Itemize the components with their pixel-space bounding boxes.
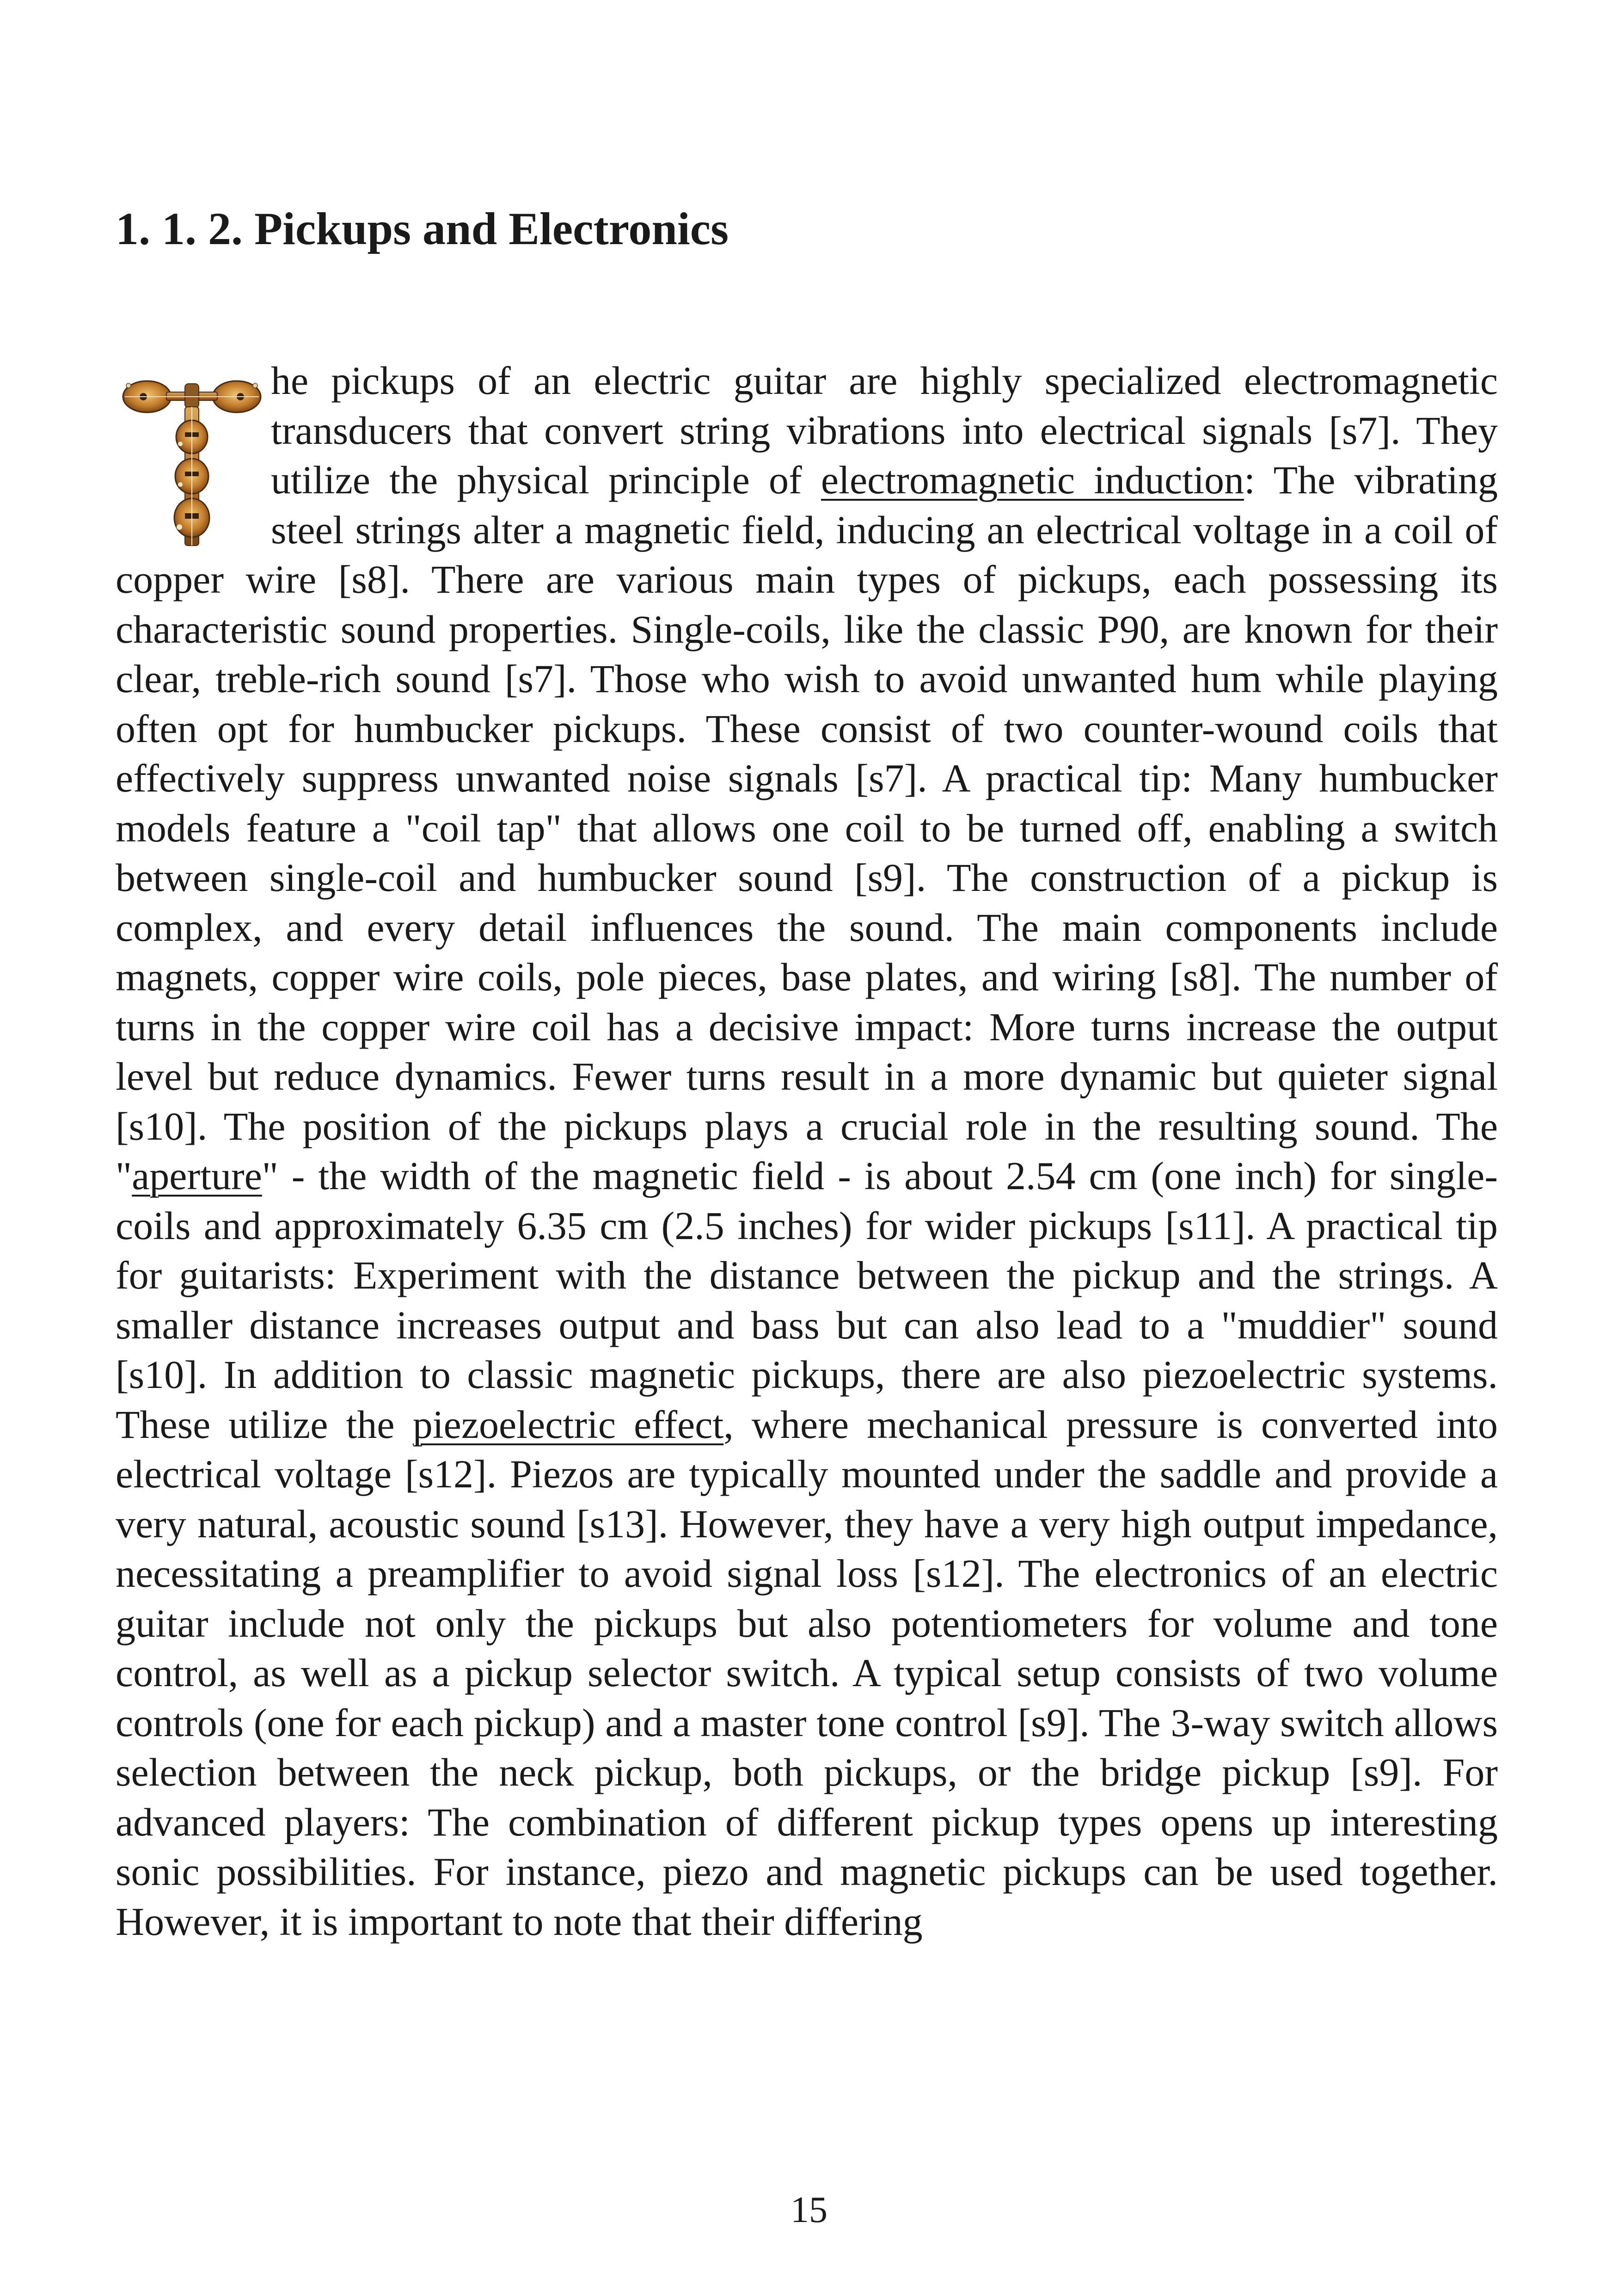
text-run: , where mechanical pressure is converted into electrical voltage [s12]. Piezos are typically mounted under the saddle and provide a very natural, acoustic sound [s13]. However, they have a very high output impedance, necessitating a preamplifier to avoid signal loss [s12]. The electronics of an electric guitar include not only the pickups but also potentiometers for volume and tone control, as well as a pickup selector switch. A typical setup consists of two volume controls (one for each pickup) and a master tone control [s9]. The 3-way switch allows selection between the neck pickup, both pickups, or the bridge pickup [s9]. For advanced players: The combination of different pickup types opens up interesting sonic possibilities. For instance, piezo and magnetic pickups can be used together. However, it is important to note that their differing (116, 1402, 1498, 1944)
guitar-ornament-letter-t-icon (116, 356, 268, 555)
body-paragraph (116, 356, 1498, 1946)
page-number: 15 (791, 2190, 827, 2230)
term-electromagnetic-induction-link[interactable]: electromagnetic induction (821, 458, 1244, 502)
text-run: he pickups of an electric guitar are highly specialized electromagnetic transducers that convert string vibrations into electrical signals [s7]. They utilize the physical principle of (271, 358, 1498, 502)
term-piezoelectric-effect-link[interactable]: piezoelectric effect (412, 1402, 724, 1447)
text-run: " - the width of the magnetic field - is about 2.54 cm (one inch) for single-coils and approximately 6.35 cm (2.5 inches) for wider pickups [s11]. A practical tip for guitarists: Experiment with the distance between the pickup and the strings. A smaller distance increases output and bass but can also lead to a "muddier" sound [s10]. In addition to classic magnetic pickups, there are also piezoelectric systems. These utilize the (116, 1154, 1498, 1447)
paragraph-text (116, 356, 1498, 1946)
term-aperture-link[interactable]: aperture (132, 1154, 262, 1198)
text-run: : The vibrating steel strings alter a magnetic field, inducing an electrical voltage in a coil of copper wire [s8]. There are various main types of pickups, each possessing its characteristic sound properties. Single-coils, like the classic P90, are known for their clear, treble-rich sound [s7]. Those who wish to avoid unwanted hum while playing often opt for humbucker pickups. These consist of two counter-wound coils that effectively suppress unwanted noise signals [s7]. A practical tip: Many humbucker models feature a "coil tap" that allows one coil to be turned off, enabling a switch between single-coil and humbucker sound [s9]. The construction of a pickup is complex, and every detail influences the sound. The main components include magnets, copper wire coils, pole pieces, base plates, and wiring [s8]. The number of turns in the copper wire coil has a decisive impact: More turns increase the output level but reduce dynamics. Fewer turns result in a more dynamic but quieter signal [s10]. The position of the pickups plays a crucial role in the resulting sound. The " (116, 458, 1498, 1198)
section-heading: 1. 1. 2. Pickups and Electronics (116, 203, 729, 254)
